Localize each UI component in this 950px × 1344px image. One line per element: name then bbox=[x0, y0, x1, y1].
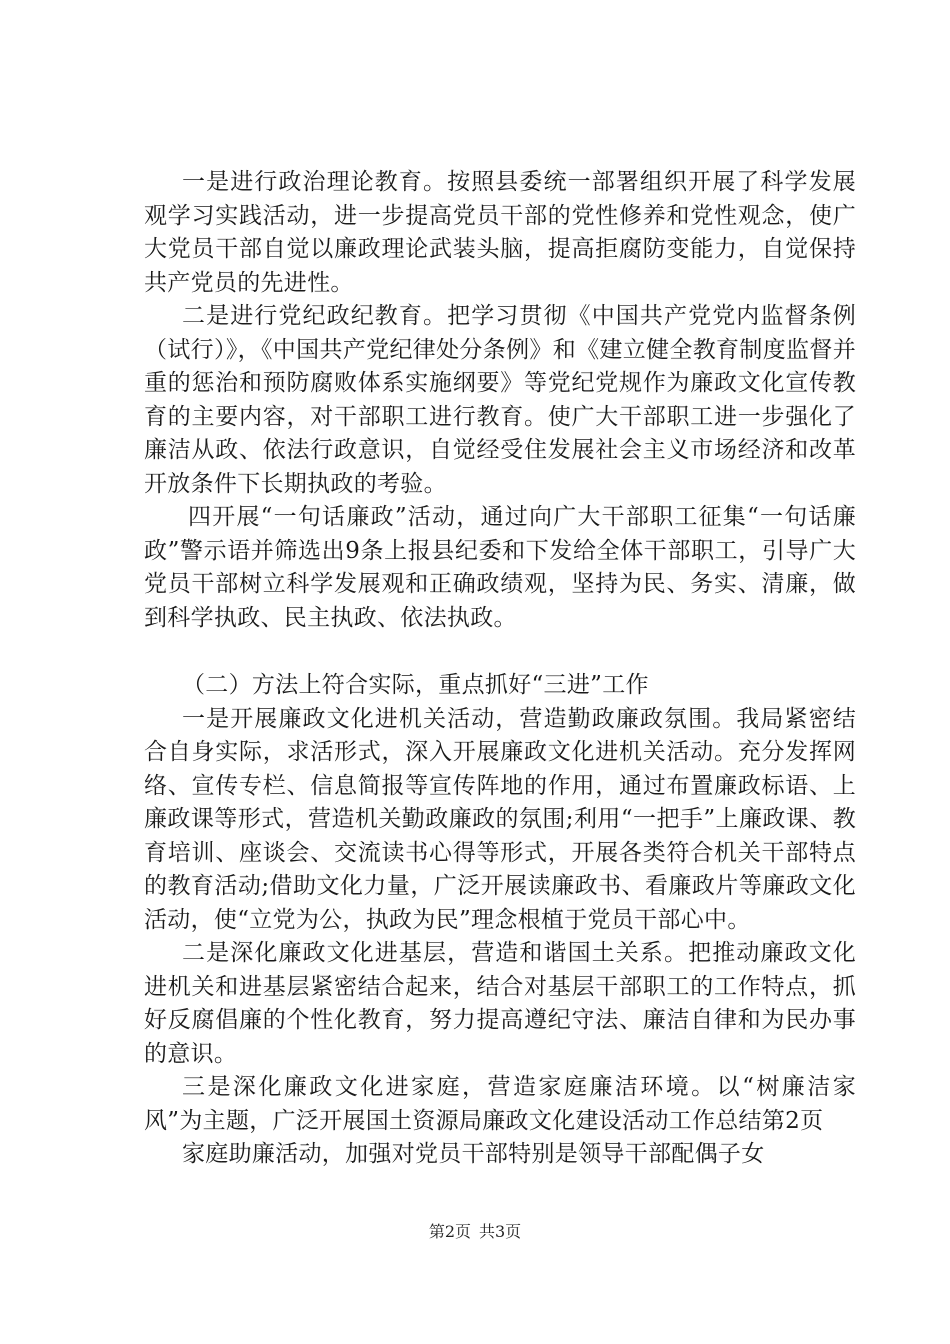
section-heading-three-entries: （二）方法上符合实际，重点抓好“三进”工作 bbox=[182, 672, 649, 698]
paragraph-political-theory-education: 一是进行政治理论教育。按照县委统一部署组织开展了科学发展观学习实践活动，进一步提高党员干部的党性修养和党性观念，使广大党员干部自觉以廉政理论武装头脑，提高拒腐防变能力，自觉保持共产党员的先进性。 bbox=[144, 169, 856, 296]
document-body bbox=[144, 166, 856, 1172]
paragraph-party-discipline-education: 二是进行党纪政纪教育。把学习贯彻《中国共产党党内监督条例（试行）》，《中国共产党纪律处分条例》和《建立健全教育制度监督并重的惩治和预防腐败体系实施纲要》等党纪党规作为廉政文化宣传教育的主要内容，对干部职工进行教育。使广大干部职工进一步强化了廉洁从政、依法行政意识，自觉经受住发展社会主义市场经济和改革开放条件下长期执政的考验。 bbox=[144, 303, 856, 497]
paragraph-integrity-culture-grassroots: 二是深化廉政文化进基层，营造和谐国土关系。把推动廉政文化进机关和进基层紧密结合起来，结合对基层干部职工的工作特点，抓好反腐倡廉的个性化教育，努力提高遵纪守法、廉洁自律和为民办事的意识。 bbox=[144, 940, 856, 1067]
paragraph-one-sentence-integrity: 四开展“一句话廉政”活动，通过向广大干部职工征集“一句话廉政”警示语并筛选出9条上报县纪委和下发给全体干部职工，引导广大党员干部树立科学发展观和正确政绩观，坚持为民、务实、清廉，做到科学执政、民主执政、依法执政。 bbox=[144, 504, 856, 631]
paragraph-integrity-culture-in-offices: 一是开展廉政文化进机关活动，营造勤政廉政氛围。我局紧密结合自身实际，求活形式，深入开展廉政文化进机关活动。充分发挥网络、宣传专栏、信息简报等宣传阵地的作用，通过布置廉政标语、上廉政课等形式，营造机关勤政廉政的氛围;利用“一把手”上廉政课、教育培训、座谈会、交流读书心得等形式，开展各类符合机关干部特点的教育活动;借助文化力量，广泛开展读廉政书、看廉政片等廉政文化活动，使“立党为公，执政为民”理念根植于党员干部心中。 bbox=[144, 705, 856, 933]
page-total: 共3页 bbox=[479, 1222, 522, 1241]
paragraph-integrity-culture-families: 三是深化廉政文化进家庭，营造家庭廉洁环境。以“树廉洁家风”为主题，广泛开展国土资源局廉政文化建设活动工作总结第2页 bbox=[144, 1074, 856, 1134]
page-number: 第2页 bbox=[428, 1222, 471, 1241]
page-footer bbox=[0, 1219, 950, 1242]
paragraph-family-integrity-activities: 家庭助廉活动，加强对党员干部特别是领导干部配偶子女 bbox=[182, 1141, 765, 1167]
